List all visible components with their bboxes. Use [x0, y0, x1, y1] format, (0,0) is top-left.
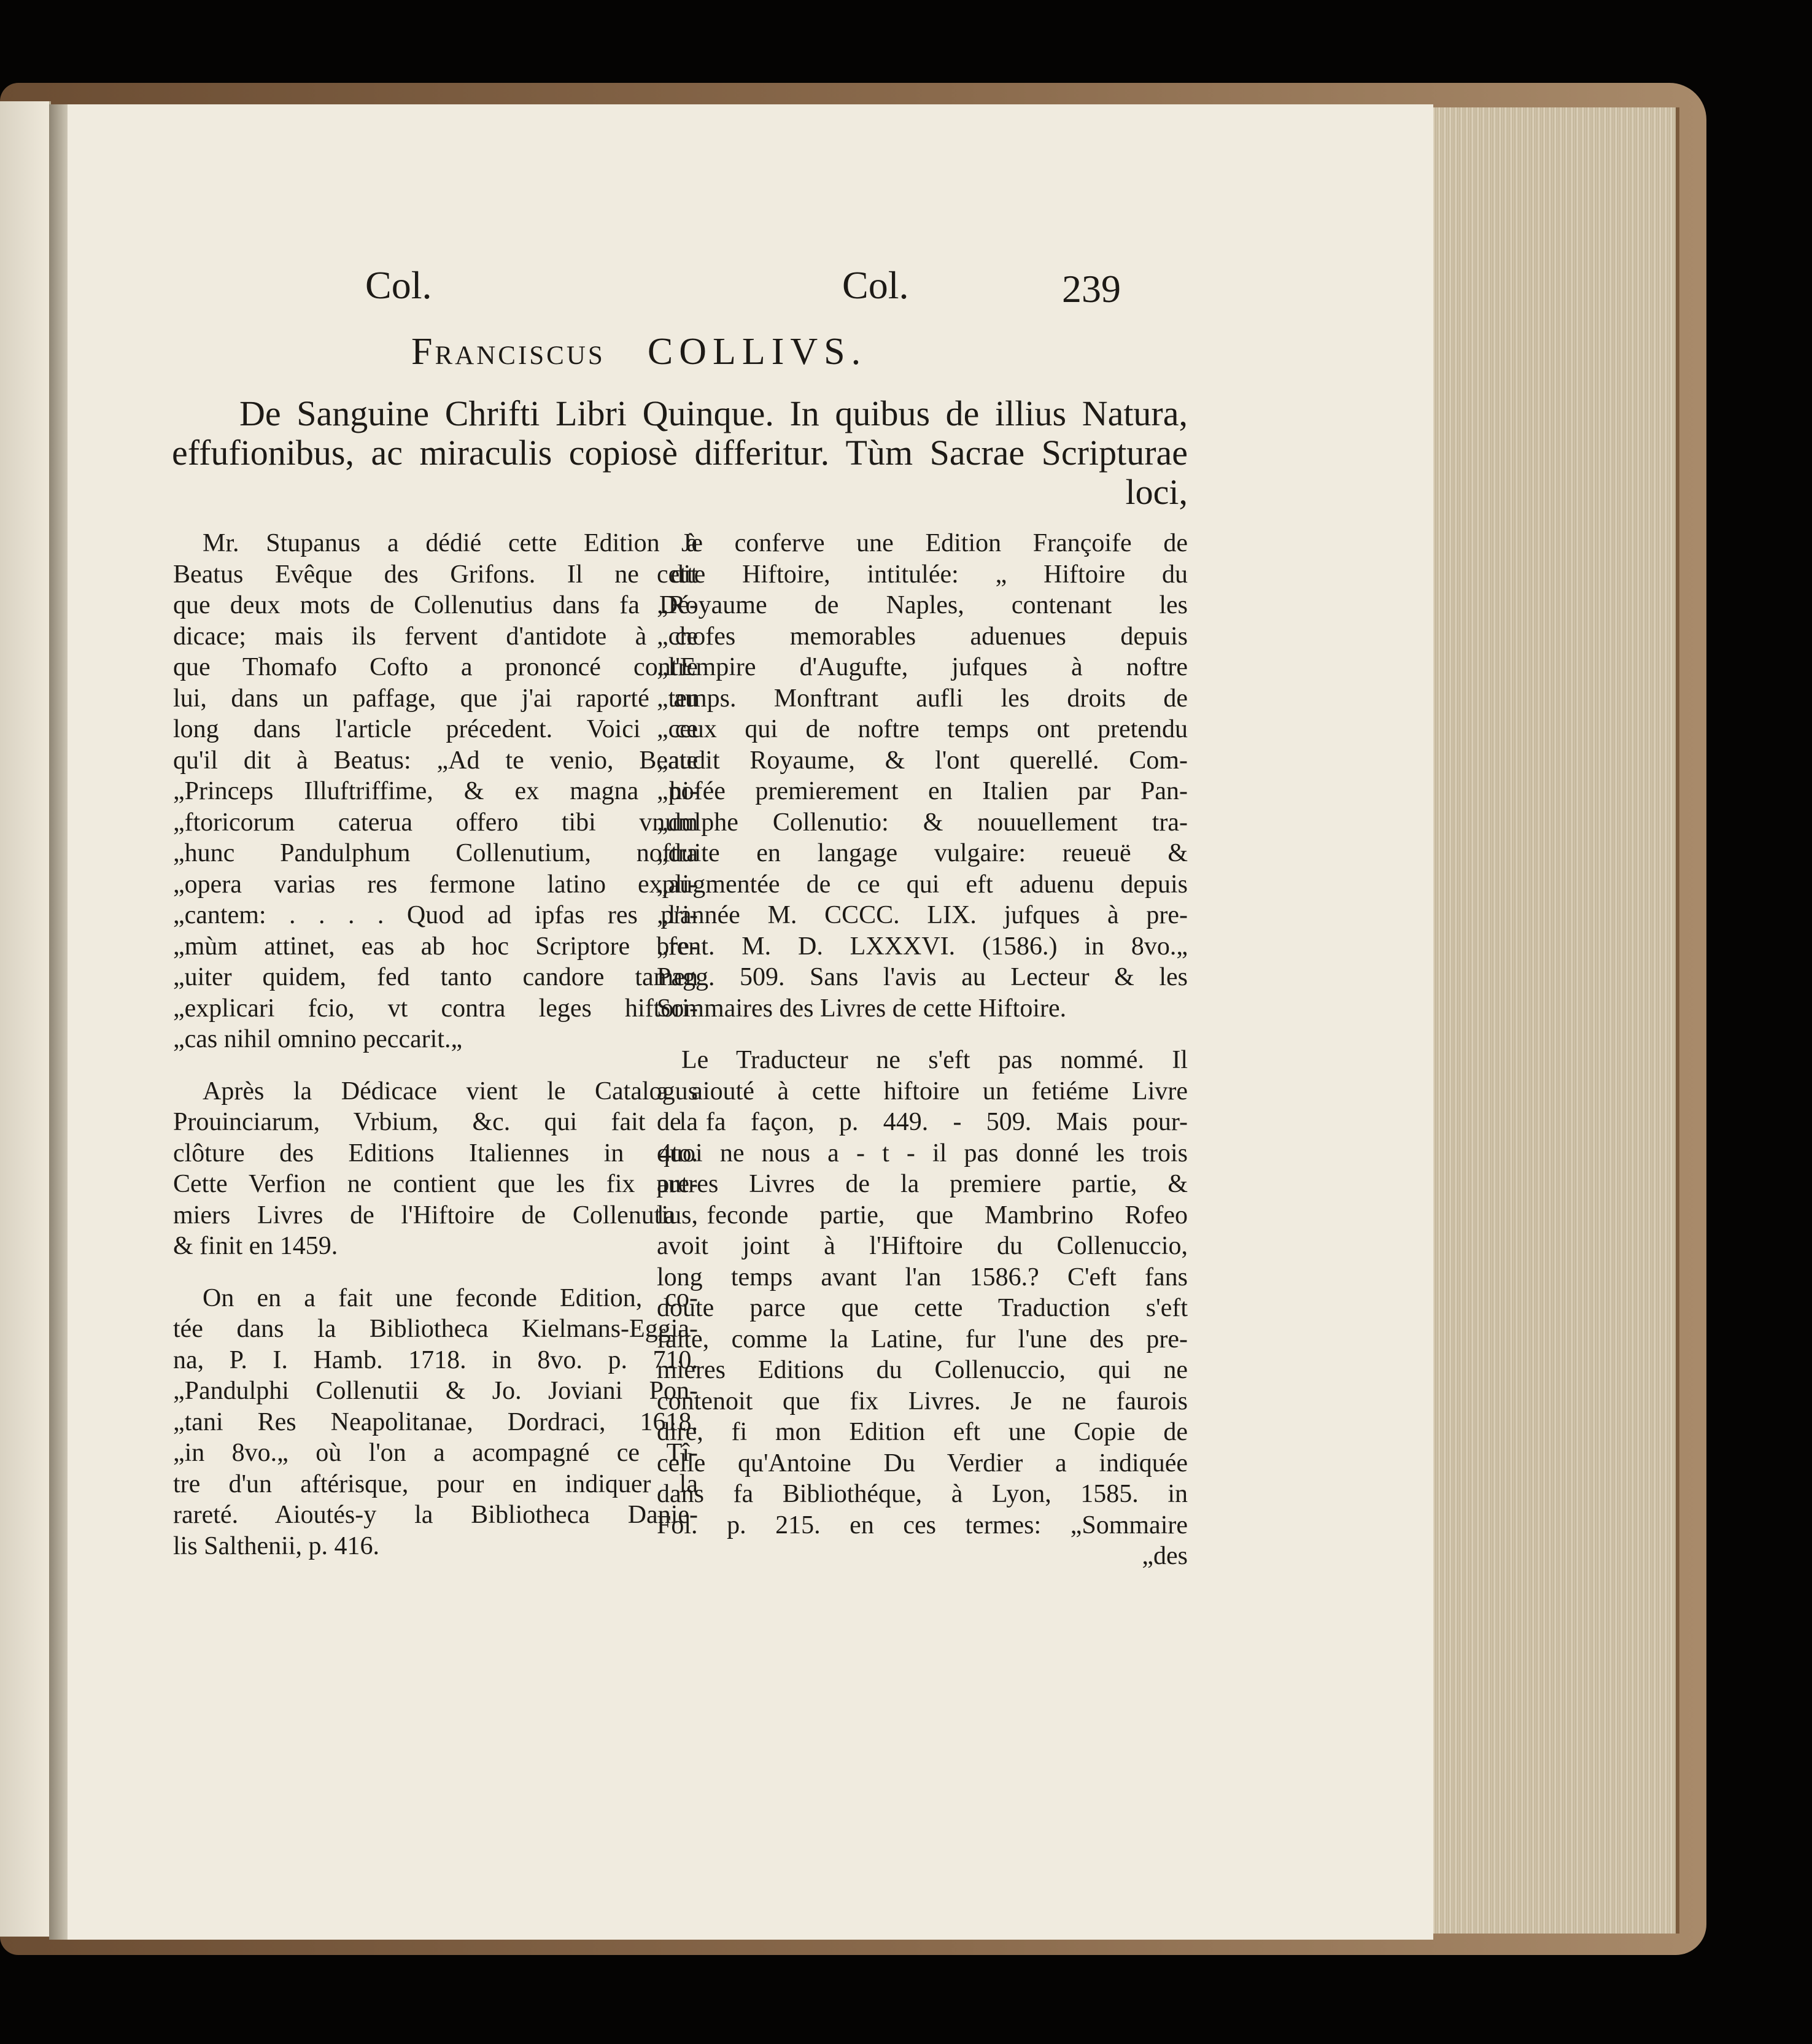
text-line: que deux mots de Collenutius dans fa Dé-	[173, 591, 698, 619]
text-line: „augmentée de ce qui eft aduenu depuis	[657, 870, 1188, 899]
text-line: „pofée premierement en Italien par Pan-	[657, 777, 1188, 805]
text-line: dicace; mais ils fervent d'antidote à ce	[173, 622, 698, 651]
running-head-col-left: Col.	[365, 263, 432, 307]
facing-page-edge	[0, 101, 51, 1937]
text-line: Beatus Evêque des Grifons. Il ne dit	[173, 560, 698, 589]
book-page	[68, 104, 1433, 1940]
left-column	[173, 528, 698, 1562]
text-line: „ceux qui de noftre temps ont pretendu	[657, 715, 1188, 743]
text-line: doute parce que cette Traduction s'eft	[657, 1294, 1188, 1322]
author-forename: Franciscus	[411, 331, 605, 373]
text-line: Sommaires des Livres de cette Hiftoire.	[657, 994, 1067, 1023]
right-column	[657, 528, 1188, 1572]
text-line: „mùm attinet, eas ab hoc Scriptore bre-	[173, 932, 698, 961]
text-line: celle qu'Antoine Du Verdier a indiquée	[657, 1449, 1188, 1477]
text-line: On en a fait une feconde Edition, co-	[203, 1283, 698, 1312]
text-line: long dans l'article précedent. Voici ce	[173, 715, 698, 743]
page-block-edge	[1430, 107, 1679, 1934]
page-number: 239	[1062, 267, 1121, 311]
text-line: „l'Empire d'Augufte, jufques à noftre	[657, 653, 1188, 681]
text-line: a aiouté à cette hiftoire un fetiéme Livre	[657, 1077, 1188, 1105]
text-line: „Royaume de Naples, contenant les	[657, 591, 1188, 619]
text-line: long temps avant l'an 1586.? C'eft fans	[657, 1263, 1188, 1291]
text-line: „temps. Monftrant aufli les droits de	[657, 684, 1188, 713]
text-line: Je conferve une Edition Françoife de	[681, 529, 1188, 557]
text-line: miers Livres de l'Hiftoire de Collenutius,	[173, 1201, 698, 1229]
text-line: clôture des Editions Italiennes in 4to.	[173, 1139, 698, 1167]
text-line: „opera varias res fermone latino expli-	[173, 870, 698, 899]
text-line: „ftoricorum caterua offero tibi vnum	[173, 808, 698, 837]
text-line: tée dans la Bibliotheca Kielmans-Eggia-	[173, 1315, 698, 1343]
text-line: autres Livres de la premiere partie, &	[657, 1170, 1188, 1198]
text-line: „explicari fcio, vt contra leges hiftori-	[173, 994, 698, 1023]
text-line: Pagg. 509. Sans l'avis au Lecteur & les	[657, 963, 1188, 991]
text-line: na, P. I. Hamb. 1718. in 8vo. p. 710.	[173, 1345, 698, 1374]
text-line: „audit Royaume, & l'ont querellé. Com-	[657, 746, 1188, 775]
text-line: „chofes memorables aduenues depuis	[657, 622, 1188, 651]
text-line: de fa façon, p. 449. - 509. Mais pour-	[657, 1108, 1188, 1136]
text-line: contenoit que fix Livres. Je ne faurois	[657, 1387, 1188, 1415]
text-line: „hunc Pandulphum Collenutium, noftra	[173, 839, 698, 867]
text-line: dire, fi mon Edition eft une Copie de	[657, 1418, 1188, 1446]
text-line: lui, dans un paffage, que j'ai raporté au	[173, 684, 698, 713]
text-line: „dulphe Collenutio: & nouuellement tra-	[657, 808, 1188, 837]
work-title-line-2: effufionibus, ac miraculis copiosè differitur. Tùm Sacrae Scripturae	[172, 433, 1188, 473]
text-line: tre d'un aftérisque, pour en indiquer la	[173, 1469, 698, 1498]
author-surname: COLLIVS.	[647, 331, 867, 373]
text-line: faite, comme la Latine, fur l'une des pre-	[657, 1325, 1188, 1353]
text-line: Cette Verfion ne contient que les fix pre-	[173, 1170, 698, 1198]
text-line: qu'il dit à Beatus: „Ad te venio, Beate	[173, 746, 698, 775]
text-line: dans fa Bibliothéque, à Lyon, 1585. in	[657, 1480, 1188, 1508]
text-line: „duite en langage vulgaire: reueuë &	[657, 839, 1188, 867]
text-line: „Princeps Illuftriffime, & ex magna hi-	[173, 777, 698, 805]
text-line: Fol. p. 215. en ces termes: „Sommaire	[657, 1511, 1188, 1539]
running-head-col-right: Col.	[842, 263, 909, 307]
text-line: „uiter quidem, fed tanto candore tamen	[173, 963, 698, 991]
catchword: „des	[1142, 1542, 1188, 1570]
text-line: quoi ne nous a - t - il pas donné les trois	[657, 1139, 1188, 1167]
text-line: cette Hiftoire, intitulée: „ Hiftoire du	[657, 560, 1188, 589]
text-line: „Pandulphi Collenutii & Jo. Joviani Pon-	[173, 1377, 698, 1405]
text-line: lis Salthenii, p. 416.	[173, 1531, 379, 1560]
text-line: „in 8vo.„ où l'on a acompagné ce Tî-	[173, 1439, 698, 1467]
text-line: la feconde partie, que Mambrino Rofeo	[657, 1201, 1188, 1229]
text-line: avoit joint à l'Hiftoire du Collenuccio,	[657, 1232, 1188, 1260]
text-line: „cantem: . . . . Quod ad ipfas res pri-	[173, 901, 698, 929]
text-line: „fent. M. D. LXXXVI. (1586.) in 8vo.„	[657, 932, 1188, 961]
text-line: que Thomafo Cofto a prononcé contre	[173, 653, 698, 681]
text-line: Le Traducteur ne s'eft pas nommé. Il	[681, 1046, 1188, 1074]
work-title-line-1: De Sanguine Chrifti Libri Quinque. In quibus de illius Natura,	[239, 393, 1188, 433]
text-line: „l'année M. CCCC. LIX. jufques à pre-	[657, 901, 1188, 929]
text-line: Après la Dédicace vient le Catalogus	[203, 1077, 698, 1105]
entry-heading	[411, 330, 867, 374]
text-line: & finit en 1459.	[173, 1232, 338, 1260]
text-line: „tani Res Neapolitanae, Dordraci, 1618.	[173, 1407, 698, 1436]
work-title-line-3: loci,	[1125, 472, 1188, 512]
text-line: rareté. Aioutés-y la Bibliotheca Danie-	[173, 1501, 698, 1529]
text-line: Prouinciarum, Vrbium, &c. qui fait la	[173, 1108, 698, 1136]
text-line: mieres Editions du Collenuccio, qui ne	[657, 1356, 1188, 1384]
text-line: Mr. Stupanus a dédié cette Edition à	[203, 529, 698, 557]
text-line: „cas nihil omnino peccarit.„	[173, 1025, 463, 1053]
